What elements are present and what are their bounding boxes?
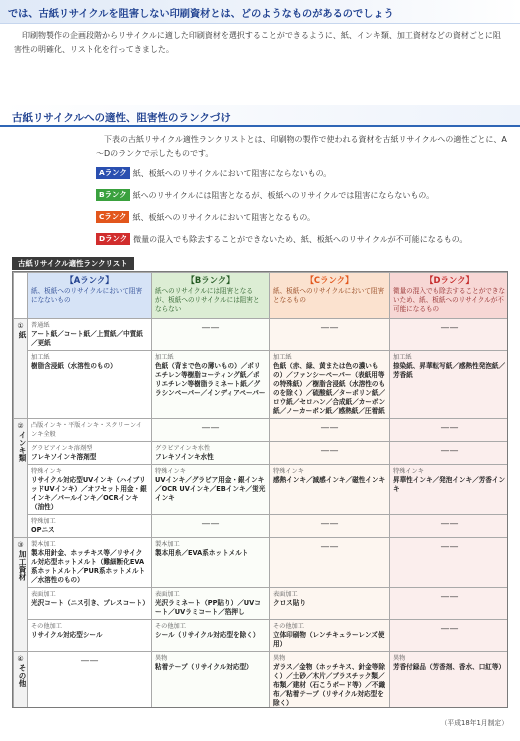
cell-rank-a [28,538,152,588]
cell-subcategory: その他加工 [31,623,62,630]
category-processing [14,538,28,652]
cell-dash: —— [440,423,459,433]
rank-b-description [96,189,516,203]
cell-rank-c [270,588,390,620]
table-row [14,620,509,652]
cell-subcategory: 異物 [273,655,286,662]
rank-c-description [96,211,516,225]
cell-rank-a [28,442,152,465]
category-number: ③ [17,541,24,549]
rank-d-description [96,233,516,247]
cell-rank-d [390,588,509,620]
category-ink [14,419,28,538]
cell-items: 樹脂含浸紙（水溶性のもの） [31,362,117,370]
section-title: 古紙リサイクルへの適性、阻害性のランクづけ [0,105,520,127]
cell-subcategory: 異物 [393,655,406,662]
category-other [14,652,28,709]
cell-dash: —— [440,519,459,529]
header-rank-c-title: 【Cランク】 [305,275,354,285]
cell-rank-b [152,588,270,620]
cell-rank-c [270,419,390,442]
cell-items: 光沢ラミネート（PP貼り）／UVコート／UVラミコート／箔押し [155,599,261,616]
cell-subcategory: 製本加工 [155,541,180,548]
cell-rank-d [390,465,509,515]
cell-rank-b [152,465,270,515]
cell-subcategory: その他加工 [155,623,186,630]
cell-subcategory: 表面加工 [273,591,298,598]
cell-subcategory: グラビアインキ溶剤型 [31,445,93,452]
cell-rank-a [28,465,152,515]
table-row [14,538,509,588]
cell-rank-c [270,620,390,652]
cell-items: 感熱インキ／減感インキ／磁性インキ [273,476,386,484]
cell-items: 粘着テープ（リサイクル対応型） [155,663,253,671]
cell-items: リサイクル対応型UVインキ（ハイブリッドUVインキ）／オフセット用金・銀インキ／パールインキ／OCRインキ（油性） [31,476,147,511]
category-number: ② [17,422,24,430]
cell-items: ガラス／金物（ホッチキス、針金等除く）／土砂／木片／プラスチック類／布類／建材（石こうボード等）／不織布／粘着テープ（リサイクル対応型を除く） [273,663,386,707]
cell-rank-c [270,351,390,419]
table-row [14,351,509,419]
category-number: ① [17,322,24,330]
rank-d-text: 微量の混入でも除去することができないため、紙、板紙へのリサイクルが不可能になるもの。 [133,235,468,244]
cell-items: 捺染紙、昇華転写紙／感熱性発泡紙／芳香紙 [393,362,506,379]
cell-dash: —— [440,542,459,552]
rank-a-badge: Aランク [96,167,130,179]
header-rank-b [152,273,270,319]
cell-rank-d [390,538,509,588]
cell-items: 色紙（赤、緑、黄または色の濃いもの）／ファンシーペーパー（表紙用等の特殊紙）／樹脂含浸紙（水溶性のものを除く）／硫酸紙／ターポリン紙／ロウ紙／セロハン／合成紙／カーボン紙／ノーカーボン紙／感熱紙／圧着紙 [273,362,386,415]
cell-items: アート紙／コート紙／上質紙／中質紙／更紙 [31,330,143,347]
table-row [14,319,509,351]
cell-subcategory: 加工紙 [393,354,412,361]
cell-rank-c [270,442,390,465]
cell-items: 昇華性インキ／発泡インキ／芳香インキ [393,476,506,493]
cell-items: 色紙（背まで色の薄いもの）／ポリエチレン等樹脂コーティング紙／ポリエチレン等樹脂ラミネート紙／グラシンペーパー／インディアペーパー [155,362,266,397]
cell-items: UVインキ／グラビア用金・銀インキ／OCR UVインキ／EBインキ／蛍光インキ [155,476,266,502]
footnote: （平成18年1月制定） [440,719,508,727]
cell-dash: —— [320,542,339,552]
cell-rank-a [28,620,152,652]
header-rank-a-title: 【Aランク】 [65,275,114,285]
cell-rank-c [270,319,390,351]
cell-dash: —— [440,446,459,456]
cell-dash: —— [201,323,220,333]
category-name: その他 [18,664,27,687]
cell-subcategory: 製本加工 [31,541,56,548]
cell-items: 製本用糸／EVA系ホットメルト [155,549,249,557]
category-number: ④ [17,655,24,663]
intro-paragraph: 印刷物製作の企画段階からリサイクルに適した印刷資材を選択することができるように、紙、インキ類、加工資材などの資材ごとに阻害性の明確化、リスト化を行ってきました。 [14,31,501,54]
category-paper [14,319,28,419]
cell-dash: —— [80,656,99,666]
cell-rank-b [152,319,270,351]
cell-subcategory: 特殊インキ [393,468,424,475]
rank-table-container [12,271,508,708]
cell-rank-d [390,652,509,709]
cell-subcategory: 表面加工 [31,591,56,598]
rank-b-text: 紙へのリサイクルには阻害となるが、板紙へのリサイクルでは阻害にならないもの。 [132,191,435,200]
category-name: インキ類 [18,431,27,462]
header-rank-c [270,273,390,319]
header-blank [14,273,28,319]
cell-rank-b [152,515,270,538]
cell-rank-c [270,515,390,538]
cell-subcategory: 特殊インキ [155,468,186,475]
cell-subcategory: 普通紙 [31,322,50,329]
cell-rank-b [152,652,270,709]
table-row [14,515,509,538]
rank-a-text: 紙、板紙へのリサイクルにおいて阻害にならないもの。 [132,169,332,178]
cell-items: OPニス [31,526,55,534]
cell-dash: —— [320,323,339,333]
table-header-row [14,273,509,319]
cell-rank-d [390,351,509,419]
cell-rank-a [28,319,152,351]
cell-rank-d [390,442,509,465]
cell-rank-a [28,652,152,709]
cell-dash: —— [320,519,339,529]
cell-rank-a [28,515,152,538]
cell-items: 立体印刷物（レンチキュラーレンズ使用） [273,631,385,648]
cell-items: 芳香付録品（芳香剤、香水、口紅等） [393,663,506,671]
table-body [14,319,509,709]
table-row [14,465,509,515]
cell-subcategory: 加工紙 [31,354,50,361]
cell-items: 光沢コート（ニス引き、プレスコート） [31,599,149,607]
cell-rank-b [152,538,270,588]
cell-subcategory: 特殊インキ [273,468,304,475]
cell-dash: —— [320,446,339,456]
cell-subcategory: 加工紙 [273,354,292,361]
cell-subcategory: 特殊加工 [31,518,56,525]
cell-rank-b [152,442,270,465]
cell-dash: —— [320,423,339,433]
cell-subcategory: 加工紙 [155,354,174,361]
cell-items: シール（リサイクル対応型を除く） [155,631,260,639]
header-rank-d [390,273,509,319]
rank-c-badge: Cランク [96,211,129,223]
cell-dash: —— [440,624,459,634]
rank-a-description [96,167,516,181]
header-rank-b-title: 【Bランク】 [186,275,235,285]
cell-items: フレキソインキ水性 [155,453,214,461]
cell-items: リサイクル対応型シール [31,631,103,639]
page-title: では、古紙リサイクルを阻害しない印刷資材とは、どのようなものがあるのでしょう [0,0,520,24]
cell-items: 製本用針金、ホッチキス等／リサイクル対応型ホットメルト（難細断化EVA系ホットメルト／PUR系ホットメルト／水溶性のもの） [31,549,146,584]
header-rank-d-title: 【Dランク】 [425,275,474,285]
cell-items: クロス貼り [273,599,306,607]
cell-subcategory: その他加工 [273,623,304,630]
cell-dash: —— [440,592,459,602]
cell-rank-d [390,620,509,652]
header-rank-c-desc: 紙、板紙へのリサイクルにおいて阻害となるもの [273,287,385,304]
cell-rank-b [152,351,270,419]
cell-rank-a [28,351,152,419]
cell-rank-c [270,538,390,588]
cell-rank-d [390,319,509,351]
rank-b-badge: Bランク [96,189,130,201]
cell-subcategory: 表面加工 [155,591,180,598]
table-row [14,442,509,465]
table-row [14,419,509,442]
cell-rank-c [270,465,390,515]
cell-rank-b [152,620,270,652]
rank-table [13,272,508,708]
section-intro: 下表の古紙リサイクル適性ランクリストとは、印刷物の製作で使われる資材を古紙リサイクルへの適性ごとに、A～Dのランクで示したものです。 [96,135,507,158]
cell-subcategory: 凸版インキ・平版インキ・スクリーンインキ全般 [31,422,142,438]
cell-subcategory: グラビアインキ水性 [155,445,211,452]
header-rank-a [28,273,152,319]
cell-rank-c [270,652,390,709]
cell-rank-a [28,419,152,442]
rank-c-text: 紙、板紙へのリサイクルにおいて阻害となるもの。 [132,213,316,222]
cell-rank-d [390,515,509,538]
cell-dash: —— [201,423,220,433]
rank-d-badge: Dランク [96,233,130,245]
header-rank-d-desc: 微量の混入でも除去することができないため、紙、板紙へのリサイクルが不可能になるもの [393,287,506,313]
cell-subcategory: 異物 [155,655,168,662]
cell-items: フレキソインキ溶剤型 [31,453,97,461]
cell-dash: —— [440,323,459,333]
header-rank-a-desc: 紙、板紙へのリサイクルにおいて阻害になないもの [31,287,143,304]
category-name: 紙 [18,331,27,339]
cell-rank-b [152,419,270,442]
category-name: 加工資材 [18,550,27,581]
table-label: 古紙リサイクル適性ランクリスト [12,257,134,270]
cell-subcategory: 特殊インキ [31,468,62,475]
cell-rank-d [390,419,509,442]
header-rank-b-desc: 紙へのリサイクルには阻害となるが、板紙へのリサイクルには阻害とならない [155,287,260,313]
cell-dash: —— [201,519,220,529]
cell-rank-a [28,588,152,620]
table-row [14,652,509,709]
table-row [14,588,509,620]
